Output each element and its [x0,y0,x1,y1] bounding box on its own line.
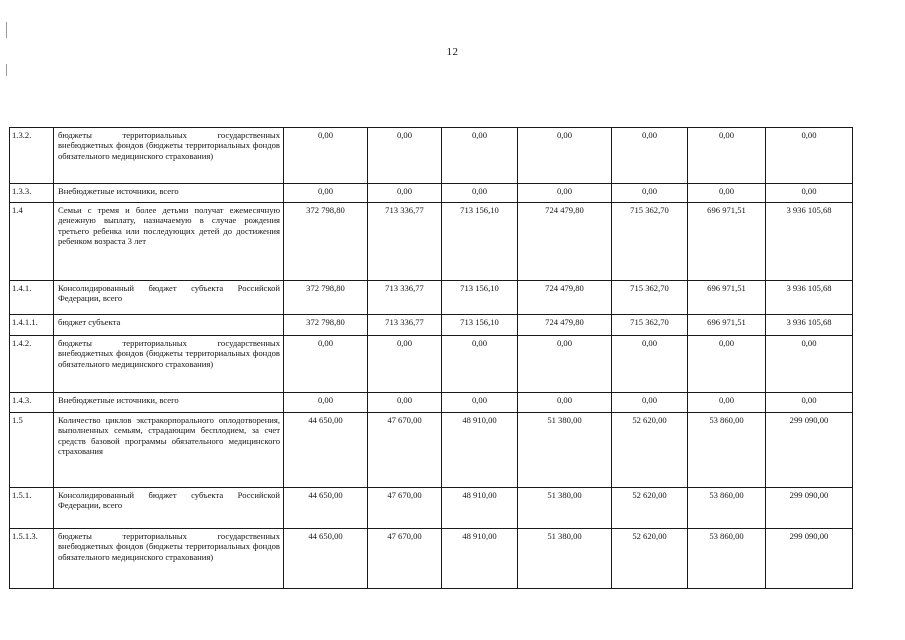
value-cell: 713 156,10 [442,315,518,336]
value-cell: 0,00 [518,336,612,393]
value-cell: 713 156,10 [442,203,518,281]
row-code: 1.4.3. [10,393,54,413]
value-cell: 51 380,00 [518,413,612,488]
value-cell: 0,00 [766,336,853,393]
value-cell: 52 620,00 [612,413,688,488]
page-number: 12 [446,46,459,58]
table-body [10,128,853,589]
row-description: Внебюджетные источники, всего [54,184,284,203]
value-cell: 48 910,00 [442,488,518,529]
value-cell: 0,00 [284,184,368,203]
table-row [10,336,853,393]
value-cell: 372 798,80 [284,281,368,315]
value-cell: 696 971,51 [688,281,766,315]
value-cell: 0,00 [368,336,442,393]
value-cell: 724 479,80 [518,203,612,281]
value-cell: 47 670,00 [368,413,442,488]
value-cell: 0,00 [688,336,766,393]
value-cell: 0,00 [284,128,368,184]
value-cell: 0,00 [766,184,853,203]
value-cell: 715 362,70 [612,281,688,315]
scan-mark [6,64,7,76]
row-description: бюджеты территориальных государственных внебюджетных фондов (бюджеты территориальных фондов обязательного медицинского страхования) [54,529,284,589]
value-cell: 48 910,00 [442,413,518,488]
value-cell: 713 336,77 [368,281,442,315]
value-cell: 3 936 105,68 [766,281,853,315]
row-description: бюджет субъекта [54,315,284,336]
value-cell: 0,00 [688,128,766,184]
value-cell: 0,00 [518,393,612,413]
table-row [10,413,853,488]
row-description: Количество циклов экстракорпорального оплодотворения, выполненных семьям, страдающим бесплодием, за счет средств базовой программы обязательного медицинского страхования [54,413,284,488]
value-cell: 713 336,77 [368,315,442,336]
row-description: Консолидированный бюджет субъекта Российской Федерации, всего [54,281,284,315]
value-cell: 713 156,10 [442,281,518,315]
table-row [10,128,853,184]
value-cell: 44 650,00 [284,413,368,488]
value-cell: 696 971,51 [688,315,766,336]
value-cell: 715 362,70 [612,315,688,336]
row-code: 1.5.1.3. [10,529,54,589]
value-cell: 0,00 [688,393,766,413]
value-cell: 0,00 [368,393,442,413]
value-cell: 0,00 [612,184,688,203]
value-cell: 715 362,70 [612,203,688,281]
row-code: 1.4.2. [10,336,54,393]
row-code: 1.4.1. [10,281,54,315]
value-cell: 372 798,80 [284,203,368,281]
row-code: 1.3.3. [10,184,54,203]
row-description: Семьи с тремя и более детьми получат ежемесячную денежную выплату, назначаемую в случае рождения третьего ребенка или последующих детей до достижения ребенком возраста 3 лет [54,203,284,281]
row-code: 1.5.1. [10,488,54,529]
value-cell: 724 479,80 [518,315,612,336]
value-cell: 0,00 [612,336,688,393]
value-cell: 0,00 [442,393,518,413]
value-cell: 0,00 [284,393,368,413]
value-cell: 53 860,00 [688,488,766,529]
value-cell: 47 670,00 [368,488,442,529]
table-row [10,315,853,336]
row-description: Внебюджетные источники, всего [54,393,284,413]
value-cell: 48 910,00 [442,529,518,589]
table-row [10,203,853,281]
value-cell: 372 798,80 [284,315,368,336]
budget-table [9,127,853,589]
value-cell: 299 090,00 [766,529,853,589]
value-cell: 0,00 [442,128,518,184]
value-cell: 0,00 [612,128,688,184]
value-cell: 0,00 [518,128,612,184]
value-cell: 44 650,00 [284,529,368,589]
value-cell: 0,00 [612,393,688,413]
row-code: 1.5 [10,413,54,488]
value-cell: 696 971,51 [688,203,766,281]
value-cell: 52 620,00 [612,488,688,529]
value-cell: 0,00 [368,184,442,203]
value-cell: 0,00 [368,128,442,184]
scan-mark [6,22,7,38]
row-description: бюджеты территориальных государственных внебюджетных фондов (бюджеты территориальных фондов обязательного медицинского страхования) [54,336,284,393]
value-cell: 0,00 [766,393,853,413]
value-cell: 299 090,00 [766,413,853,488]
row-code: 1.3.2. [10,128,54,184]
value-cell: 51 380,00 [518,488,612,529]
table-row [10,393,853,413]
value-cell: 0,00 [442,336,518,393]
value-cell: 52 620,00 [612,529,688,589]
value-cell: 53 860,00 [688,529,766,589]
value-cell: 44 650,00 [284,488,368,529]
value-cell: 53 860,00 [688,413,766,488]
value-cell: 713 336,77 [368,203,442,281]
value-cell: 51 380,00 [518,529,612,589]
table-row [10,184,853,203]
row-description: бюджеты территориальных государственных внебюджетных фондов (бюджеты территориальных фондов обязательного медицинского страхования) [54,128,284,184]
value-cell: 3 936 105,68 [766,315,853,336]
value-cell: 0,00 [284,336,368,393]
value-cell: 0,00 [518,184,612,203]
value-cell: 47 670,00 [368,529,442,589]
row-code: 1.4.1.1. [10,315,54,336]
value-cell: 724 479,80 [518,281,612,315]
value-cell: 299 090,00 [766,488,853,529]
table-row [10,529,853,589]
value-cell: 3 936 105,68 [766,203,853,281]
row-code: 1.4 [10,203,54,281]
row-description: Консолидированный бюджет субъекта Российской Федерации, всего [54,488,284,529]
value-cell: 0,00 [442,184,518,203]
value-cell: 0,00 [766,128,853,184]
table-row [10,281,853,315]
table-row [10,488,853,529]
value-cell: 0,00 [688,184,766,203]
